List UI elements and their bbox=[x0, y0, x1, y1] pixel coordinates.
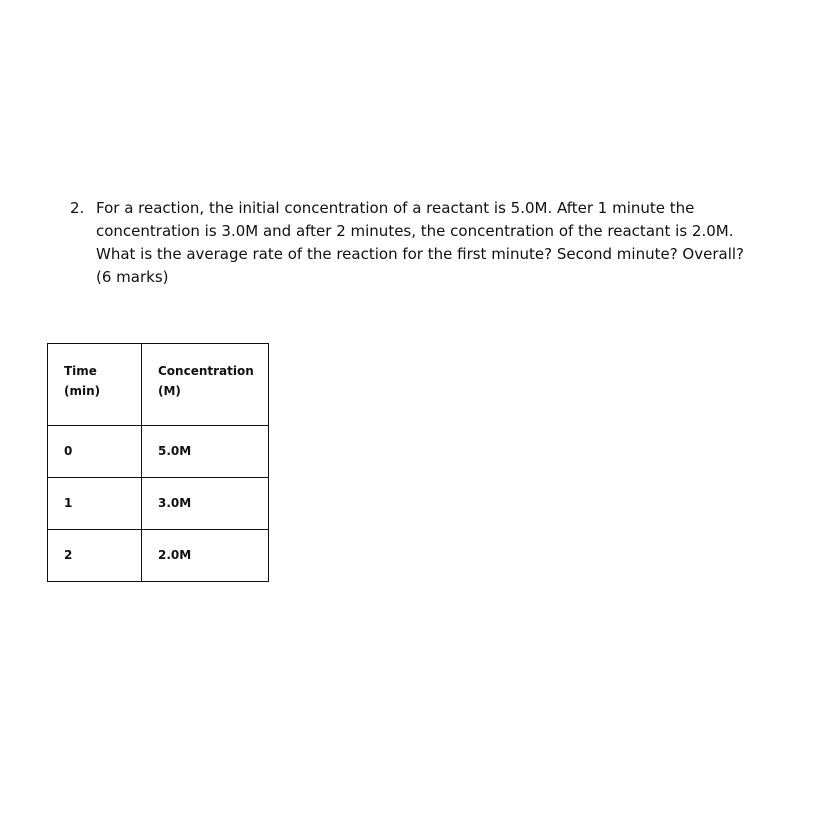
cell-time: 2 bbox=[48, 530, 142, 582]
table-row bbox=[48, 426, 269, 478]
question-block bbox=[70, 197, 760, 289]
cell-concentration: 5.0M bbox=[142, 426, 269, 478]
cell-time: 0 bbox=[48, 426, 142, 478]
table-header-row bbox=[48, 344, 269, 426]
question-text: For a reaction, the initial concentration of a reactant is 5.0M. After 1 minute the concentration is 3.0M and after 2 minutes, the concentration of the reactant is 2.0M. What is the average rate of the reaction for the first minute? Second minute? Overall? (6 marks) bbox=[96, 199, 745, 286]
cell-concentration: 3.0M bbox=[142, 478, 269, 530]
table-row bbox=[48, 478, 269, 530]
cell-concentration: 2.0M bbox=[142, 530, 269, 582]
cell-time: 1 bbox=[48, 478, 142, 530]
header-time: Time (min) bbox=[48, 344, 142, 426]
table-row bbox=[48, 530, 269, 582]
header-concentration: Concentration (M) bbox=[142, 344, 269, 426]
concentration-table bbox=[47, 343, 269, 582]
question-number: 2. bbox=[70, 199, 85, 217]
